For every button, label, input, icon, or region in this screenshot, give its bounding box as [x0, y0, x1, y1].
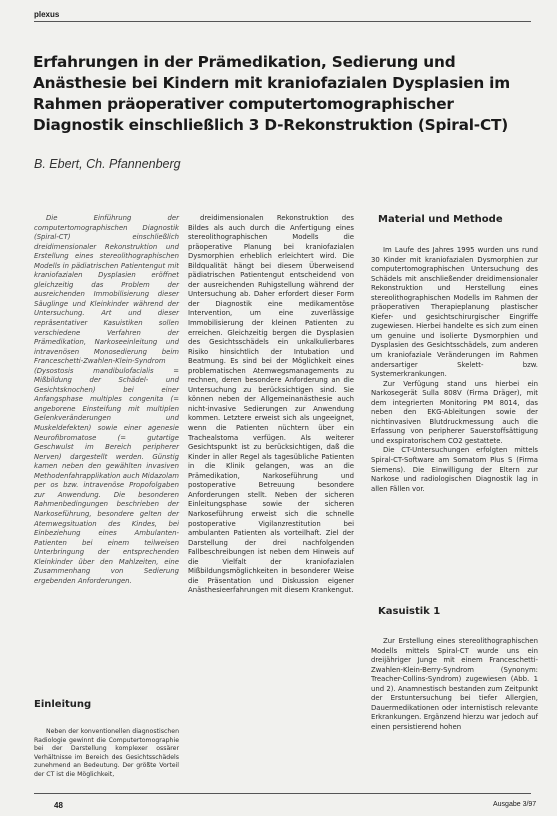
material-text-2: Zur Verfügung stand uns hierbei ein Narkosegerät Sulla 808V (Firma Dräger), mit dem integrierten Monitoring PM 8014, das neben den EKG-Ableitungen sowie der nichtinvasiven Blutdruckmessung auch die Erfassung von peripherer Sauerstoffsättigung und exspiratorischem CO2 gestattete. [371, 379, 538, 445]
material-text: Im Laufe des Jahres 1995 wurden uns rund 30 Kinder mit kraniofazialen Dysmorphien zur computertomographischen Untersuchung des Schädels mit anschließender dreidimensionaler Rekonstruktion und Herstellung eines stereolithographischen Modells im Rahmen der präoperativen Therapieplanung plastischer Kiefer- und gesichtschirurgischer Eingriffe zugewiesen. Hierbei handelte es sich zum einen um genuine und isolierte Dysmorphien und Dysplasien des Gesichtsschädels, zum anderen um kraniofaziale Veränderungen im Rahmen andersartiger Skelett- bzw. Systemerkrankungen. [371, 246, 538, 379]
kasuistik-text: Zur Erstellung eines stereolithographischen Modells mittels Spiral-CT wurde uns ein dreijähriger Junge mit einem Franceschetti-Zwahlen-Klein-Berry-Syndrom (Synonym: Treacher-Collins-Syndrom) zugewiesen (Abb. 1 und 2). Anamnestisch bestanden zum Zeitpunkt der Erstuntersuchung bei tiefer Allergien, Dauermedikationen oder internistisch relevante Erkrankungen. Ergänzend hierzu war jedoch auf einen persistierend hohen [371, 637, 538, 731]
material-column [371, 246, 538, 494]
header-divider [34, 21, 531, 22]
middle-column-text: dreidimensionalen Rekonstruktion des Bildes als auch durch die Anfertigung eines stereolithographischen Modells die präoperative Planung bei kraniofazialen Dysmorphien erheblich erleichtert wird. Die Bildqualität hängt bei diesem Überweisend pädiatrischen Patientengut entscheidend von der ausreichenden Ruhigstellung während der Untersuchung ab. Daher erfordert dieser Form der Diagnostik eine medikamentöse Intervention, um eine zuverlässige Immobilisierung der kleinen Patienten zu erreichen. Gleichzeitig bergen die Dysplasien des Gesichtsschädels ein unkalkulierbares Risiko hinsichtlich der Intubation und Beatmung. Es sind bei der Möglichkeit eines problematischen Atemwegsmanagements zu rechnen, deren besondere Anforderung an die Untersuchung zu berücksichtigen sind. Sie können neben der Allgemeinanästhesie auch nicht-invasive Sedierungen zur Anwendung kommen. Letztere erweist sich als ungeeignet, wenn die Patienten nüchtern über ein Trachealstoma verfügen. Als weiterer Gesichtspunkt ist zu berücksichtigen, daß die Kinder in aller Regel als tagesübliche Patienten in die Klinik gelangen, was an die Prämedikation, Narkoseführung und postoperative Betreuung besondere Anforderungen stellt. Neben der sicheren Einleitungsphase sowie der sicheren Narkoseführung erweist sich die schnelle postoperative Vigilanzrestitution bei ambulanten Patienten als vorteilhaft. Ziel der Darstellung der drei nachfolgenden Fallbeschreibungen ist neben dem Hinweis auf die Vielfalt der kraniofazialen Mißbildungsmöglichkeiten in besonderer Weise die Präsentation und Diskussion eigener Anästhesieerfahrungen mit diesem Krankengut. [188, 214, 354, 595]
einleitung-column [34, 728, 179, 779]
issue-label: Ausgabe 3/97 [493, 801, 537, 808]
material-text-3: Die CT-Untersuchungen erfolgten mittels Spiral-CT-Software am Somatom Plus S (Firma Siemens). Die Einwilligung der Eltern zur Narkose und radiologischen Diagnostik lag in allen Fällen vor. [371, 446, 538, 493]
einleitung-heading: Einleitung [34, 699, 92, 710]
material-heading: Material und Methode [378, 214, 503, 225]
article-authors: B. Ebert, Ch. Pfannenberg [34, 157, 181, 171]
article-title: Erfahrungen in der Prämedikation, Sedierung und Anästhesie bei Kindern mit kraniofazialen Dysplasien im Rahmen präoperativer computertomographischer Diagnostik einschließlich 3 D-Rekonstruktion (Spiral-CT) [33, 53, 510, 134]
journal-label: plexus [34, 10, 60, 19]
abstract-column [34, 214, 179, 586]
kasuistik-heading: Kasuistik 1 [378, 606, 441, 617]
page-number: 48 [54, 801, 63, 810]
footer-divider [34, 793, 531, 794]
abstract-text: Die Einführung der computertomographischen Diagnostik (Spiral-CT) einschließlich dreidimensionaler Rekonstruktion und Erstellung eines stereolithographischen Modells in pädiatrischen Patientengut mit kraniofazialen Dysplasien eröffnet gleichzeitig das Problem der ausreichenden Immobilisierung dieser Säuglinge und Kleinkinder während der Untersuchung. Art und dieser repräsentativer Kasuistiken sollen verschiedene Verfahren der Prämedikation, Narkoseeinleitung und intravenösen Monosedierung beim Franceschetti-Zwahlen-Klein-Syndrom (Dysostosis mandibulofacialis = Mißbildung der Schädel- und Gesichtsknochen) bei einer Anfangsphase multiples congenita (= angeborene Einsteifung mit multiplen Gelenkveränderungen und Muskeldefekten) sowie einer agenesie Neurofibromatose (= gutartige Geschwulst im Bereich peripherer Nerven) dargestellt werden. Günstig kamen neben den gewählten invasiven Methodenfahrapplikation auch Midazolam per os bzw. intravenöse Propofolgaben zur Anwendung. Die besonderen Rahmenbedingungen beschrieben der Narkoseführung, besondere gelten der Atemwegsituation des Kindes, bei Einbeziehung eines Ambulanten-Patienten bei einem teilweisen Unterbringung der entsprechenden Kleinkinder über den Mahlzeiten, eine Zusammenhang von Sedierung ergebenden Anforderungen. [34, 214, 179, 585]
einleitung-text: Neben der konventionellen diagnostischen Radiologie gewinnt die Computertomographie bei der Darstellung komplexer ossärer Verhältnisse im Bereich des Gesichtsschädels zunehmend an Bedeutung. Der größte Vorteil der CT ist die Möglichkeit, [34, 728, 179, 778]
middle-column [188, 214, 354, 596]
kasuistik-column [371, 637, 538, 732]
